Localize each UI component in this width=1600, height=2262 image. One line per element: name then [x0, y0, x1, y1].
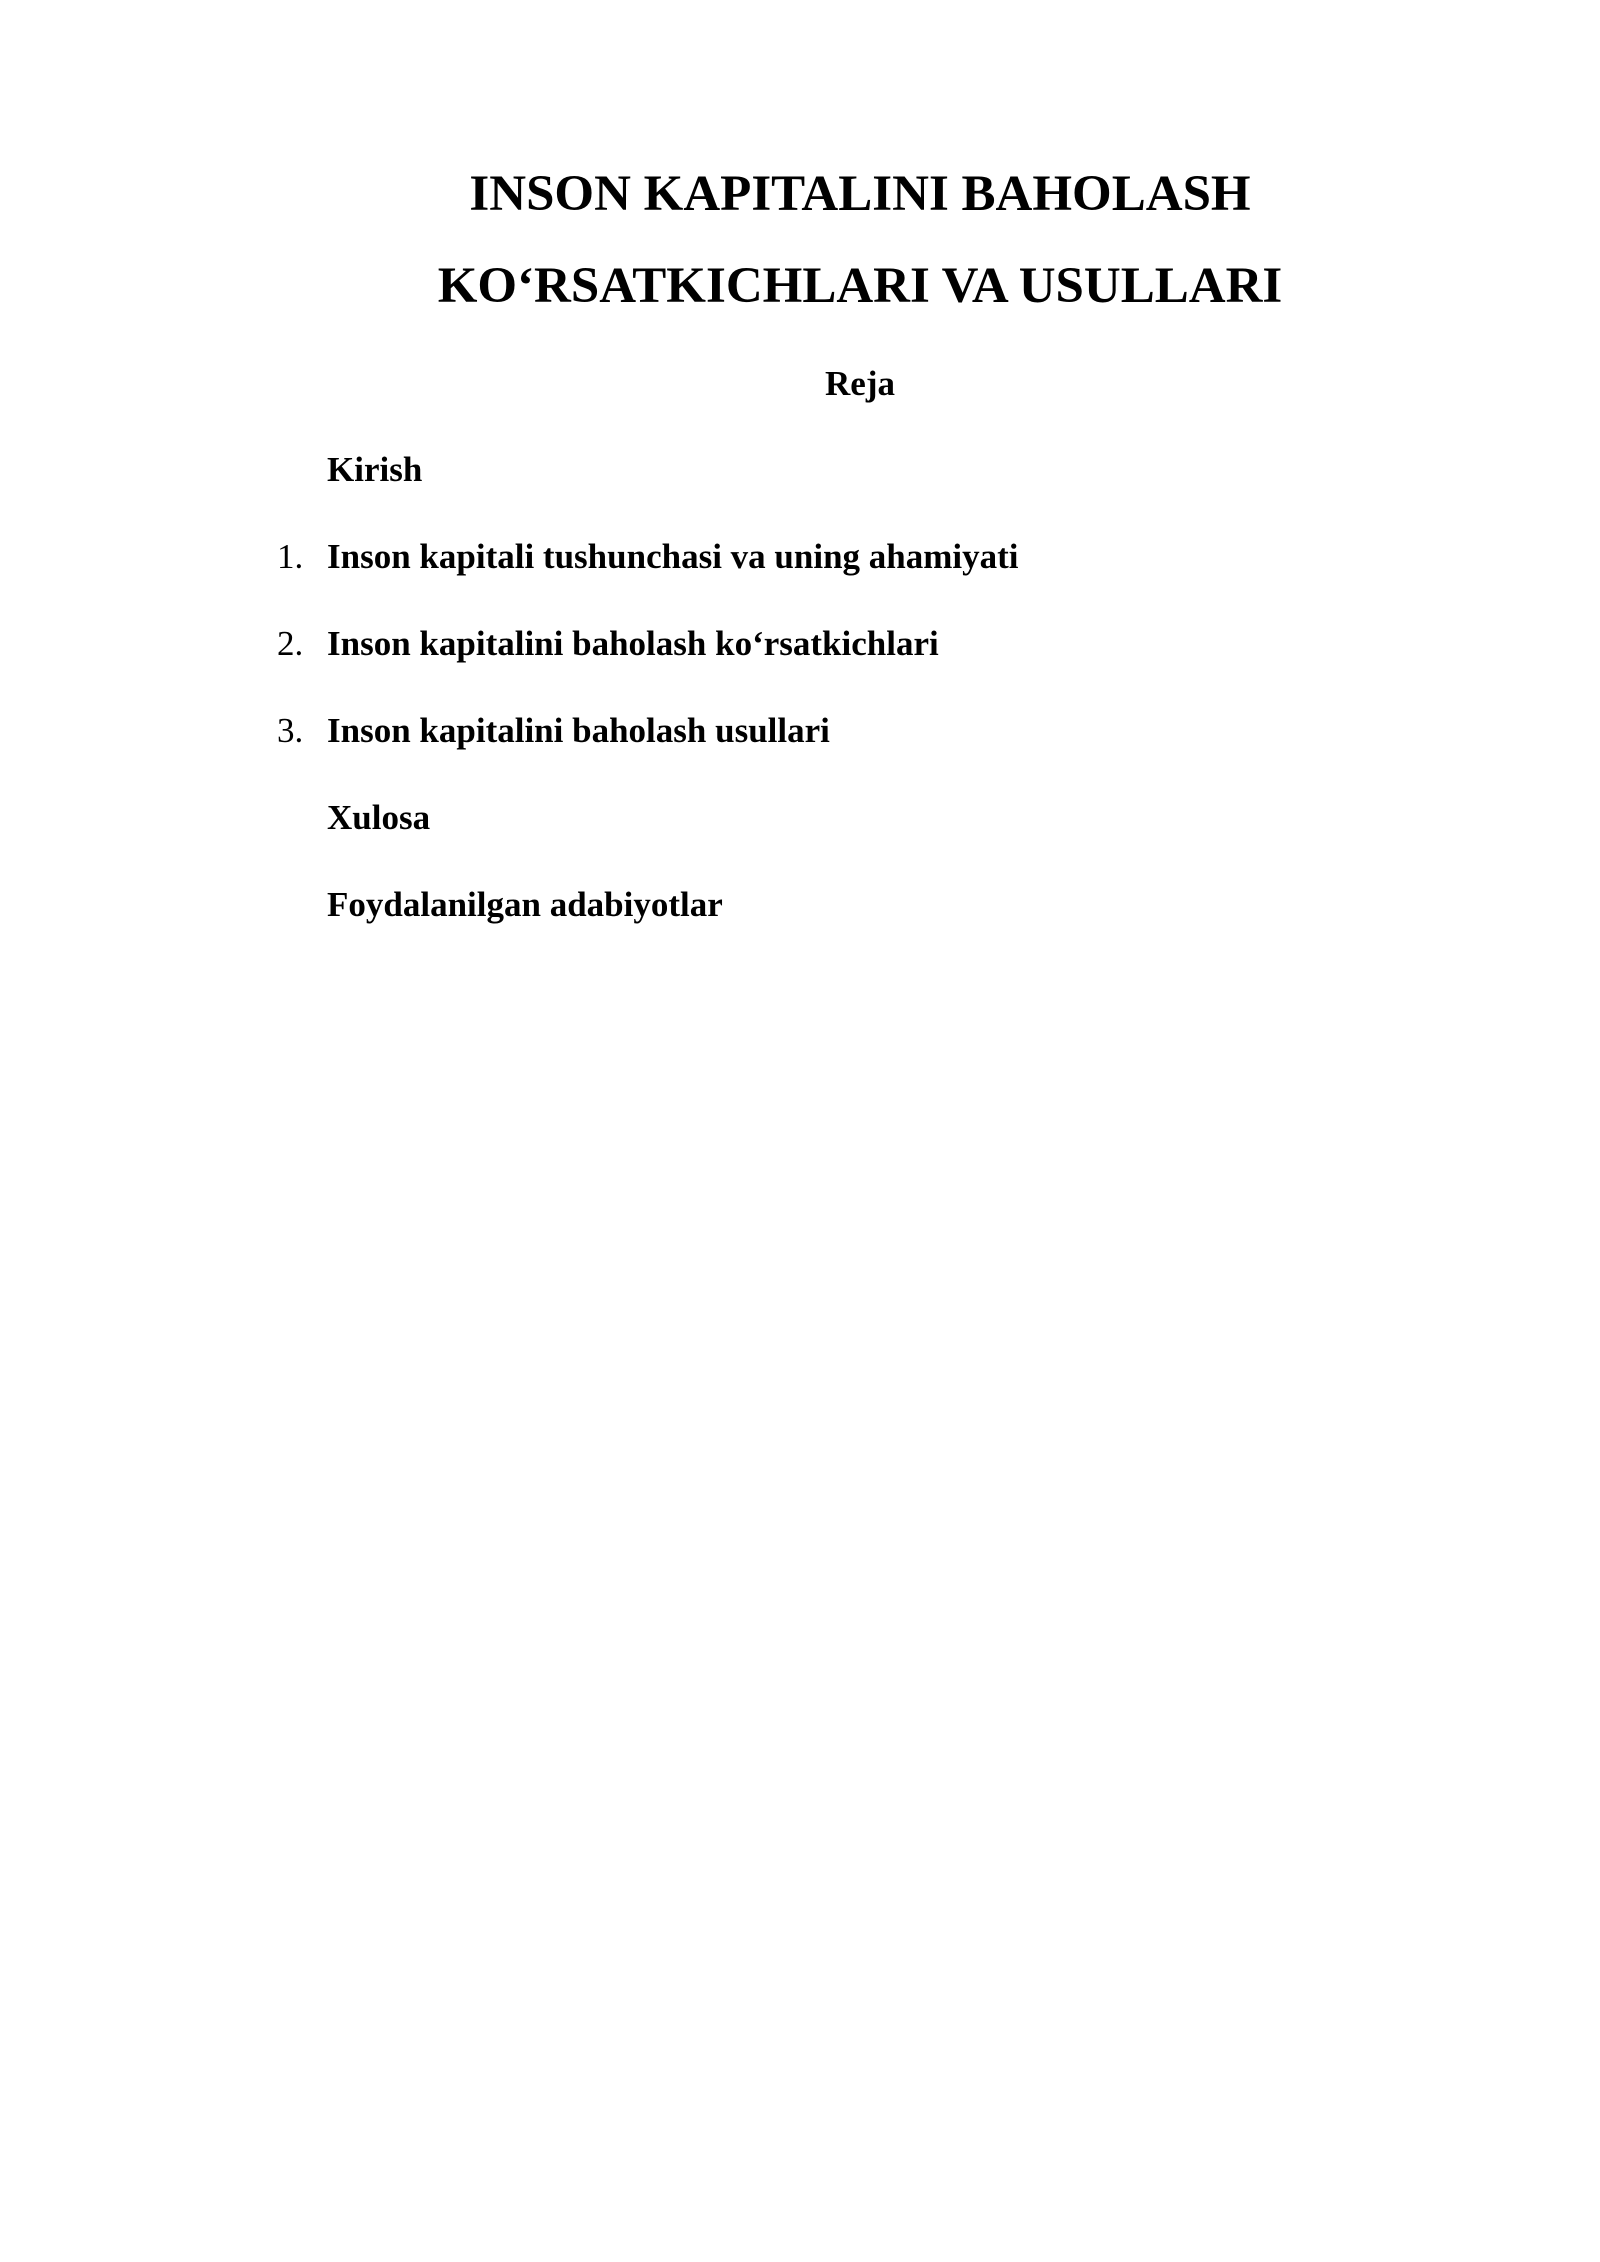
plan-item-label: Foydalanilgan adabiyotlar: [327, 885, 723, 924]
plan-item-label: Kirish: [327, 450, 423, 489]
plan-item-1: [0, 533, 1600, 620]
plan-heading: Reja: [825, 364, 895, 403]
plan-item-references: [0, 881, 1600, 968]
plan-item-number: 3.: [277, 711, 304, 750]
plan-item-number: 1.: [277, 537, 304, 576]
plan-item-2: [0, 620, 1600, 707]
plan-item-label: Inson kapitalini baholash usullari: [327, 711, 830, 750]
title-line-2: KO‘RSATKICHLARI VA USULLARI: [437, 258, 1283, 314]
plan-list: [0, 446, 1600, 968]
plan-item-intro: [0, 446, 1600, 533]
plan-item-label: Xulosa: [327, 798, 431, 837]
plan-item-label: Inson kapitali tushunchasi va uning ahamiyati: [327, 537, 1019, 576]
plan-item-3: [0, 707, 1600, 794]
document-title: [0, 148, 1600, 332]
plan-item-number: 2.: [277, 624, 304, 663]
plan-item-conclusion: [0, 794, 1600, 881]
title-line-1: INSON KAPITALINI BAHOLASH: [469, 166, 1251, 222]
plan-item-label: Inson kapitalini baholash ko‘rsatkichlari: [327, 624, 939, 663]
